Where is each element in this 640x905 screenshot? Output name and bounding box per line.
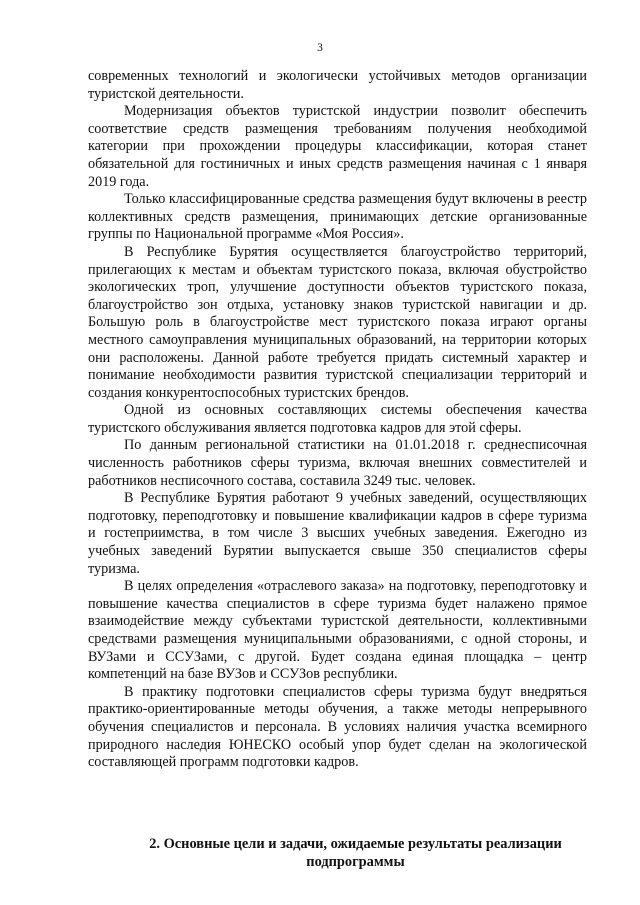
paragraph-personnel-training: Одной из основных составляющих системы обеспечения качества туристского обслуживания является подготовка кадров для этой сферы. (88, 402, 587, 436)
paragraph-statistics: По данным региональной статистики на 01.01.2018 г. среднесписочная численность работников сферы туризма, включая внешних совместителей и работников несписочного состава, составила 3249 тыс. человек. (88, 437, 587, 489)
paragraph-industry-order: В целях определения «отраслевого заказа» на подготовку, переподготовку и повышение качества специалистов в сфере туризма будет налажено прямое взаимодействие между субъектами туристской деятельности, коллективными средствами размещения муниципальными образованиями, с одной стороны, и ВУЗами и ССУЗами, с другой. Будет создана единая площадка – центр компетенций на базе ВУЗов и ССУЗов республики. (88, 578, 587, 683)
paragraph-classified-accommodation: Только классифицированные средства размещения будут включены в реестр коллективных средств размещения, принимающих детские организованные группы по Национальной программе «Моя Россия». (88, 191, 587, 243)
section-heading: 2. Основные цели и задачи, ожидаемые результаты реализации подпрограммы (149, 836, 562, 870)
paragraph-educational-institutions: В Республике Бурятия работают 9 учебных заведений, осуществляющих подготовку, переподготовку и повышение квалификации кадров в сфере туризма и гостеприимства, в том числе 3 высших учебных заведения. Ежегодно из учебных заведений Бурятии выпускается свыше 350 специалистов сферы туризма. (88, 490, 587, 577)
paragraph-continuation: современных технологий и экологически устойчивых методов организации туристской деятельности. (88, 68, 587, 102)
page-number: 3 (317, 42, 323, 54)
paragraph-modernization: Модернизация объектов туристской индустрии позволит обеспечить соответствие средств размещения требованиям получения необходимой категории при прохождении процедуры классификации, которая станет обязательной для гостиничных и иных средств размещения начиная с 1 января 2019 года. (88, 103, 587, 190)
body-text (88, 68, 587, 772)
paragraph-landscaping: В Республике Бурятия осуществляется благоустройство территорий, прилегающих к местам и объектам туристского показа, включая обустройство экологических троп, улучшение доступности объектов туристского показа, благоустройство зон отдыха, установку знаков туристской навигации и др. Большую роль в благоустройстве мест туристского показа играют органы местного самоуправления муниципальных образований, на территории которых они расположены. Данной работе требуется придать системный характер и понимание необходимости развития туристской специализации территорий и создания конкурентоспособных туристских брендов. (88, 243, 587, 401)
paragraph-practice-methods: В практику подготовки специалистов сферы туризма будут внедряться практико-ориентированные методы обучения, а также методы непрерывного обучения специалистов и персонала. В условиях наличия участка всемирного природного наследия ЮНЕСКО особый упор будет сделан на экологической составляющей программ подготовки кадров. (88, 683, 587, 771)
